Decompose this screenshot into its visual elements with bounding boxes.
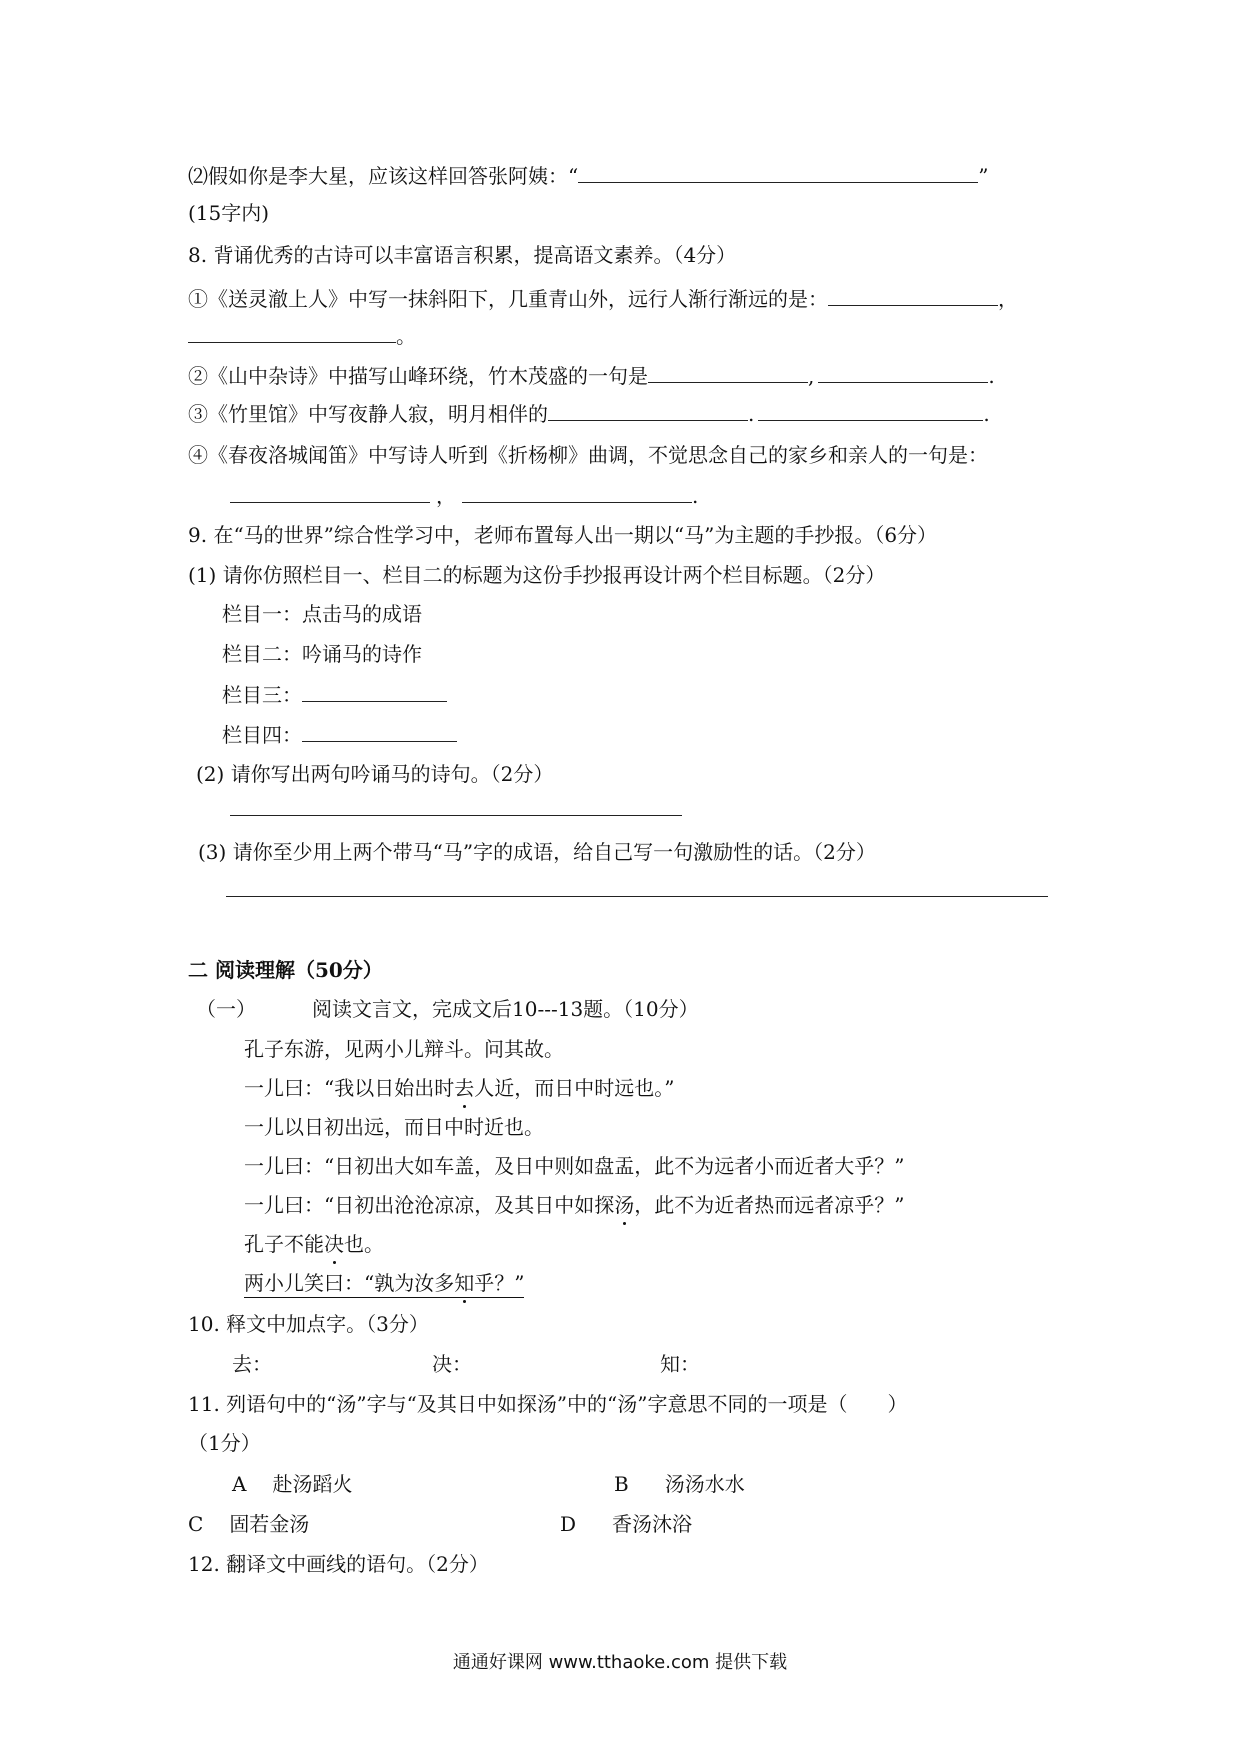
q9-column-3-blank[interactable]: [302, 681, 447, 702]
q10-title: 10. 释文中加点字。（3分）: [188, 1312, 429, 1336]
classical-text-line-4: 一儿曰：“日初出大如车盖，及日中则如盘盂，此不为远者小而近者大乎？”: [244, 1154, 905, 1178]
section-2-title: 二 阅读理解（50分）: [188, 958, 383, 982]
q8-item2-blank-1[interactable]: [648, 362, 808, 383]
q9-sub1: (1) 请你仿照栏目一、栏目二的标题为这份手抄报再设计两个栏目标题。（2分）: [188, 563, 886, 587]
q7-limit: (15字内): [188, 201, 270, 225]
q9-sub3: (3) 请你至少用上两个带马“马”字的成语，给自己写一句激励性的话。（2分）: [198, 840, 876, 864]
q9-sub2: (2) 请你写出两句吟诵马的诗句。（2分）: [196, 762, 554, 786]
q8-item2-blank-2[interactable]: [818, 362, 988, 383]
classical-text-line-6: 孔子不能决也。: [244, 1232, 384, 1256]
dotted-char-jue: 决: [324, 1232, 344, 1256]
q11-title: 11. 列语句中的“汤”字与“及其日中如探汤”中的“汤”字意思不同的一项是（ ）: [188, 1392, 908, 1416]
q9-column-4-blank[interactable]: [302, 721, 457, 742]
q7-answer-blank[interactable]: [578, 162, 978, 183]
q8-item3-blank-2[interactable]: [758, 400, 983, 421]
q9-column-3: 栏目三：: [222, 681, 447, 708]
q8-title: 8. 背诵优秀的古诗可以丰富语言积累，提高语文素养。（4分）: [188, 243, 737, 267]
dotted-char-tang: 汤: [614, 1193, 635, 1217]
q8-item4-blank-1[interactable]: [230, 482, 430, 503]
q10-word-2: 决：: [432, 1352, 472, 1376]
q9-title: 9. 在“马的世界”综合性学习中，老师布置每人出一期以“马”为主题的手抄报。（6分）: [188, 523, 938, 547]
underlined-sentence: 两小儿笑曰：“孰为汝多知乎？”: [244, 1271, 524, 1298]
q11-option-b[interactable]: B 汤汤水水: [614, 1472, 745, 1496]
q11-option-c[interactable]: C 固若金汤: [188, 1512, 310, 1536]
q8-item1-cont: 。: [188, 322, 416, 349]
q12-title: 12. 翻译文中画线的语句。（2分）: [188, 1552, 489, 1576]
q8-item2: ②《山中杂诗》中描写山峰环绕，竹木茂盛的一句是 , .: [188, 364, 995, 388]
q11-score: （1分）: [188, 1431, 261, 1455]
q9-column-1: 栏目一：点击马的成语: [222, 602, 422, 626]
q8-item4-blank-2[interactable]: [462, 482, 692, 503]
dotted-char-zhi: 知: [454, 1271, 475, 1295]
q8-item1-blank-1[interactable]: [828, 285, 998, 306]
q9-column-4: 栏目四：: [222, 721, 457, 748]
q8-item1-blank-2[interactable]: [188, 322, 396, 343]
q9-sub2-answer-line[interactable]: [230, 815, 682, 816]
q8-item4: ④《春夜洛城闻笛》中写诗人听到《折杨柳》曲调，不觉思念自己的家乡和亲人的一句是：: [188, 443, 988, 467]
q8-item3: ③《竹里馆》中写夜静人寂，明月相伴的 . .: [188, 402, 990, 426]
q8-item1: ①《送灵澈上人》中写一抹斜阳下，几重青山外，远行人渐行渐远的是： ，: [188, 287, 1018, 311]
dotted-char-qu: 去: [454, 1076, 475, 1100]
q9-sub3-answer-line[interactable]: [226, 896, 1048, 897]
q8-item3-blank-1[interactable]: [548, 400, 748, 421]
classical-text-line-2: 一儿曰：“我以日始出时去人近，而日中时远也。”: [244, 1076, 675, 1100]
q8-item4-answers: ， .: [230, 482, 698, 509]
classical-text-line-5: 一儿曰：“日初出沧沧凉凉，及其日中如探汤，此不为近者热而远者凉乎？”: [244, 1193, 905, 1217]
classical-text-line-3: 一儿以日初出远，而日中时近也。: [244, 1115, 544, 1139]
q10-word-3: 知：: [660, 1352, 700, 1376]
part-1-header: （一） 阅读文言文，完成文后10---13题。（10分）: [196, 997, 699, 1021]
classical-text-line-7: [244, 1270, 524, 1296]
q9-column-2: 栏目二：吟诵马的诗作: [222, 642, 422, 666]
q7-sub2: ⑵假如你是李大星，应该这样回答张阿姨：“ ”: [188, 164, 989, 188]
q11-option-a[interactable]: A 赴汤蹈火: [232, 1472, 353, 1496]
page-footer: 通通好课网 www.tthaoke.com 提供下载: [452, 1652, 788, 1673]
q11-option-d[interactable]: D 香汤沐浴: [560, 1512, 693, 1536]
classical-text-line-1: 孔子东游，见两小儿辩斗。问其故。: [244, 1037, 564, 1061]
q10-word-1: 去：: [232, 1352, 272, 1376]
